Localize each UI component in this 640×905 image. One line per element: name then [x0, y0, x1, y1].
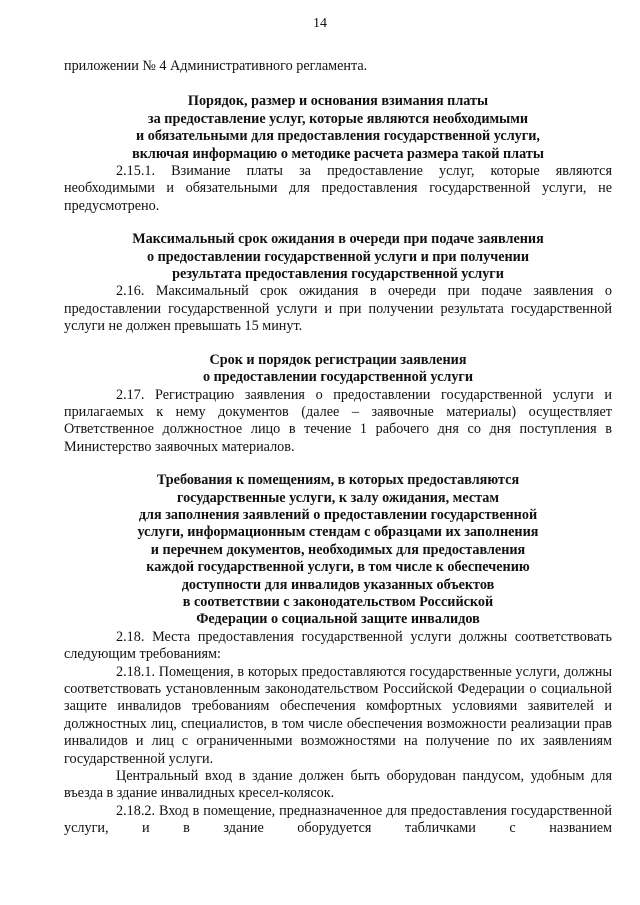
heading-line: и обязательными для предоставления государственной услуги, [136, 128, 540, 145]
heading-line: в соответствии с законодательством Российской [182, 593, 494, 610]
heading-line: о предоставлении государственной услуги и при получении [146, 248, 530, 265]
paragraph-central-entrance: Центральный вход в здание должен быть оборудован пандусом, удобным для въезда в здание инвалидных кресел-колясок. [64, 768, 612, 802]
heading-line: за предоставление услуг, которые являются необходимыми [147, 110, 529, 127]
paragraph-2-17: 2.17. Регистрацию заявления о предоставлении государственной услуги и прилагаемых к нему документов (далее – заявочные материалы) осуществляет Ответственное должностное лицо в течение 1 рабочего дня со дня поступления в Министерство заявочных материалов. [64, 386, 612, 455]
paragraph-2-16: 2.16. Максимальный срок ожидания в очереди при подаче заявления о предоставлении государственной услуги и при получении результата государственной услуги не должен превышать 15 минут. [64, 283, 612, 335]
paragraph-2-18-2: 2.18.2. Вход в помещение, предназначенное для предоставления государственной услуги, и в здание оборудуется табличками с названием [64, 802, 612, 837]
section-heading-premises-requirements [64, 472, 612, 629]
page-number: 14 [313, 16, 327, 31]
heading-line: каждой государственной услуги, в том числе к обеспечению [146, 559, 530, 576]
paragraph-2-18: 2.18. Места предоставления государственной услуги должны соответствовать следующим требованиям: [64, 628, 612, 663]
heading-line: Максимальный срок ожидания в очереди при подаче заявления [132, 231, 544, 248]
heading-line: о предоставлении государственной услуги [202, 369, 474, 386]
section-heading-registration [64, 352, 612, 387]
paragraph-2-18-1: 2.18.1. Помещения, в которых предоставляются государственные услуги, должны соответствовать установленным законодательством Российской Федерации о социальной защите инвалидов требованиям обеспечения комфортных условиями заявителей и должностных лиц, специалистов, в том числе обеспечения возможности реализации прав инвалидов и лиц с ограниченными возможностями на получение по их заявлениям государственной услуги. [64, 663, 612, 767]
heading-line: Порядок, размер и основания взимания платы [187, 93, 489, 110]
heading-line: Федерации о социальной защите инвалидов [196, 611, 480, 628]
intro-text: приложении № 4 Административного регламента. [64, 58, 368, 74]
heading-line: Требования к помещениям, в которых предоставляются [156, 472, 520, 489]
document-body [64, 58, 612, 838]
heading-line: и перечнем документов, необходимых для предоставления [150, 541, 526, 558]
section-heading-queue-time [64, 231, 612, 283]
heading-line: Срок и порядок регистрации заявления [209, 351, 467, 368]
section-heading-fees [64, 93, 612, 163]
heading-line: результата предоставления государственной услуги [172, 266, 504, 283]
heading-line: государственные услуги, к залу ожидания, местам [176, 489, 500, 506]
paragraph-2-15-1: 2.15.1. Взимание платы за предоставление услуг, которые являются необходимыми и обязательными для предоставления государственной услуги, не предусмотрено. [64, 163, 612, 214]
heading-line: доступности для инвалидов указанных объектов [181, 576, 495, 593]
heading-line: включая информацию о методике расчета размера такой платы [132, 145, 544, 162]
heading-line: услуги, информационным стендам с образцами их заполнения [137, 524, 539, 541]
heading-line: для заполнения заявлений о предоставлении государственной [138, 506, 538, 523]
